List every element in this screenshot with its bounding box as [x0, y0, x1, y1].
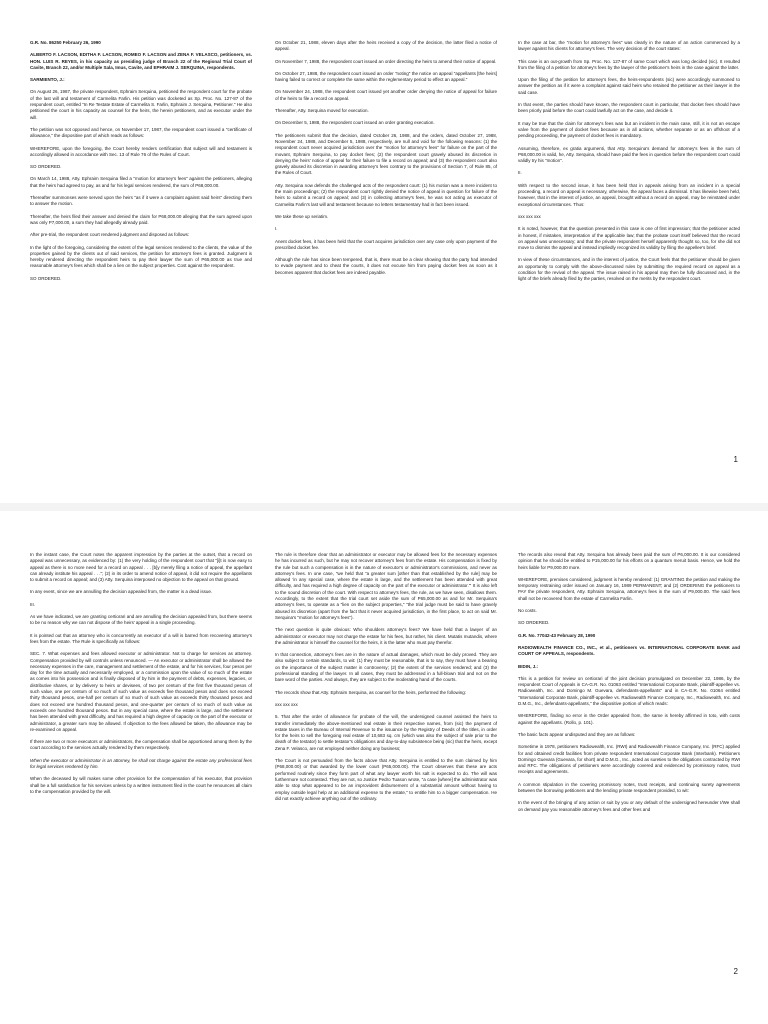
paragraph: In any event, since we are annulling the decision appealed from, the matter is a dead issue. [30, 589, 213, 595]
paragraph: xxx xxx xxx [275, 701, 298, 707]
paragraph: The petition was not opposed and hence, on November 17, 1987, the respondent court issued a "certificate of allowance," the dispositive part of which reads as follows: [30, 126, 252, 139]
paragraph: WHEREFORE, finding no error in the Order appealed from, the same is hereby affirmed in toto, with costs against the appellants. (Rollo, p. 101). [518, 713, 740, 725]
paragraph: In the case at bar, the "motion for attorney's fees" was clearly in the nature of an action commenced by a lawyer against his clients for attorney's fees. The very decision of the court states: [518, 40, 740, 52]
paragraph: SO ORDERED. [30, 164, 62, 170]
paragraph: The next question is quite obvious: Who shoulders attorney's fees? We have held that a lawyer of an administrator or executor may not charge the estate for his fees, but rather, his client. Mutatis mutandis, where the administrator is himself the counsel for the heirs, it is the latter who must pay therefor. [275, 627, 497, 645]
paragraph: Atty. Serquina now defends the challenged acts of the respondent court: (1) his motion was a mere incident to the main proceedings; (2) the respondent court rightly denied the notice of appeal in question for failure of the heirs to submit a record on appeal; and (3) in collecting attorney's fees, he was not acting as executor of Carmelita Farlin's last will and testament because no letters testamentary had in fact been issued. [275, 182, 497, 207]
paragraph: Thereafter, Atty. Serquina moved for execution. [275, 108, 369, 114]
paragraph: We take these up seriatim. [275, 213, 329, 219]
page-1-column-1 [30, 40, 252, 288]
page-2-column-1 [30, 552, 252, 801]
paragraph: If there are two or more executors or administrators, the compensation shall be apportioned among them by the court according to the services actually rendered by them respectively. [30, 739, 252, 751]
paragraph: Assuming, therefore, ex gratia argumenti, that Atty. Serquina's demand for attorney's fees in the sum of P68,000.00 is valid, he, Atty. Serquina, should have paid the fees in question before the respondent court could validly try his "motion". [518, 145, 740, 164]
paragraph: In the instant case, the Court notes the apparent impression by the parties at the outset, that a record on appeal was unnecessary, as evidenced by: (1) the very holding of the respondent court that "[i]t is now easy to appeal as there is no more need for a record on appeal . . . [b]y merely filing a notice of appeal, the appellant can already institute his appeal . . ."; (2) in its order to amend notice of appeal, it did not require the appellants to submit a record on appeal; and (3) Atty. Serquina interposed no objection to the appeal on that ground. [30, 552, 252, 583]
paragraph: In view of these circumstances, and in the interest of justice, the Court feels that the petitioner should be given an opportunity to comply with the above-discussed rules by submitting the required record on appeal as a condition for the revival of the appeal. The issue raised in his appeal may then be fully discussed and, in the light of the briefs already filed by the parties, resolved on the merits by the respondent court. [518, 257, 740, 282]
page-1 [0, 0, 768, 502]
paragraph: I. [275, 226, 278, 232]
page-1-column-3 [518, 40, 740, 289]
paragraph: It is pointed out that an attorney who is concurrently an executor of a will is barred from recovering attorney's fees from the estate. The Rule is specifically as follows: [30, 632, 252, 644]
page-1-column-2 [275, 40, 497, 282]
paragraph: The Court is not persuaded from the facts above that Atty. Serquina is entitled to the sum claimed by him (P68,000.00) or that awarded by the lower court (P65,000.00). The Court observes that these are acts performed routinely since they form part of what any lawyer worth his salt is expected to do. The will was furthermore not contested. They are not, so Justice Pedro Tuason wrote, "a case [where] the administrator was able to stop what appeared to be an improvident disbursement of a substantial amount without having to employ outside legal help at an additional expense to the estate," to entitle him to a bigger compensation. He did not exactly achieve anything out of the ordinary. [275, 758, 497, 801]
paragraph: This case is an out-growth from Sp. Proc. No. 127-87 of same Court which was long decided (sic). It resulted from the filing of a petition for attorney's fees by the lawyer of the petitioner's heirs in the case against the latter. [518, 58, 740, 70]
paragraph: In that event, the parties should have known, the respondent court in particular, that docket fees should have been priorly paid before the court could lawfully act on the case, and decide it. [518, 102, 740, 114]
paragraph: After pre-trial, the respondent court rendered judgment and disposed as follows: [30, 232, 190, 238]
page-2 [0, 512, 768, 1014]
paragraph: II. [518, 170, 522, 176]
paragraph: On October 27, 1988, the respondent court issued an order "noting" the notice on appeal "appellants [the heirs] having failed to correct or complete the same within the reglementary period to effect an appeal." [275, 70, 497, 83]
paragraph: Although the rule has since been tempered, that is, there must be a clear showing that the party had intended to evade payment and to cheat the courts, it does not excuse him from paying docket fees as soon as it becomes apparent that docket fees are indeed payable. [275, 257, 497, 275]
paragraph: 5. That after the order of allowance for probate of the will, the undersigned counsel assisted the heirs to transfer immediately the above-mentioned real estate in their respective names, from (sic) the payment of estate taxes in the Bureau of Internal Revenue to the issuance by the Registry of Deeds of the titles, in order for the heirs to sell the foregoing real estate of 10,683 sq. cm (which was also the subject of sale prior to the death of the testator) to settle testator's obligations and day-to-day subsistence being (sic) that the heirs, except Zena F. Velasco, are not employed neither doing any business; [275, 714, 497, 751]
paragraph: On November 7, 1988, the respondent court issued an order directing the heirs to amend their notice of appeal. [275, 58, 497, 64]
paragraph: Thereafter, the heirs filed their answer and denied the claim for P68,000.00 alleging that the sum agreed upon was only P7,000.00, a sum they had allegedly already paid. [30, 213, 252, 225]
paragraph: RADIOWEALTH FINANCE CO., INC., et al., petitioners vs. INTERNATIONAL CORPORATE BANK and COURT OF APPEALS, respondents. [518, 644, 740, 657]
paragraph: G.R. No. 86250 February 26, 1990 [30, 40, 101, 45]
paragraph: A common stipulation in the covering promissory notes, trust receipts, and continuing surety agreements between the borrowing petitioners and the lending private respondent provided, to wit: [518, 781, 740, 794]
page-divider [0, 503, 768, 511]
paragraph: SARMIENTO, J.: [30, 77, 65, 83]
paragraph: xxx xxx xxx [518, 213, 541, 219]
page-number: 1 [733, 455, 738, 464]
paragraph: WHEREFORE, premises considered, judgment is hereby rendered: (1) GRANTING the petition and making the temporary restraining order issued on January 16, 1989 PERMANENT; and (2) ORDERING the petitioners to PAY the private respondent, Atty. Ephraim Serquina, attorney's fees in the sum of P9,000.00. The said fees shall not be recovered from the estate of Carmelita Farlin. [518, 576, 740, 601]
paragraph: Upon the filing of the petition for attorney's fees, the heirs-respondents (sic) were accordingly summoned to answer the petition as if it were a complaint against said heirs who retained the petitioner as their lawyer in the said case. [518, 77, 740, 95]
paragraph: On March 14, 1988, Atty. Ephraim Serquina filed a "motion for attorney's fees" against the petitioners, alleging that the heirs had agreed to pay, as and for his legal services rendered, the sum of P68,000.00. [30, 176, 252, 188]
paragraph: ALBERTO F. LACSON, EDITHA F. LACSON, ROMEO F. LACSON and ZENA F. VELASCO, petitioners, vs. HON. LUIS R. REYES, in his capacity as presiding judge of Branch 22 of the Regional Trial Court of Cavite, Branch 22, and/or Multiple Sala, Imus, Cavite, and EPHRAIM J. SERQUINA, respondents. [30, 52, 252, 70]
page-2-column-2 [275, 552, 497, 808]
paragraph: In the event of the bringing of any action or suit by you or any default of the undersigned hereunder I/We shall on demand pay you reasonable attorney's fees and other fees and [518, 800, 740, 812]
paragraph: This is a petition for review on certiorari of the joint decision promulgated on December 22, 1986, by the respondent Court of Appeals in CA-G.R. No. 01063 entitled "International Corporate Bank, plaintiff-appellee vs. Radiowealth, Inc. and Domingo M. Guevara, defendants-appellants" and in CA-G.R. No. 01064 entitled "International Corporate Bank, plaintiff-appellee vs. Radiowealth Finance Company, Inc., Radiowealth, Inc. and D.M.G., Inc., defendants-appellants," the dispositive portion of which reads: [518, 675, 740, 707]
paragraph: Sometime in 1978, petitioners Radiowealth, Inc. (RWI) and Radiowealth Finance Company, Inc. (RFC) applied for and obtained credit facilities from private respondent International Corporate Bank (Interbank). Petitioners Domingo Guevara (Guevara, for short) and D.M.G., Inc., acted as sureties to the obligations contracted by RWI and RFC. The obligations of petitioners were accordingly covered and evidenced by promissory notes, trust receipts and agreements. [518, 744, 740, 775]
paragraph: BIDIN, J.: [518, 663, 539, 669]
paragraph: The records show that Atty. Ephraim Serquina, as counsel for the heirs, performed the following: [275, 689, 467, 695]
paragraph: SO ORDERED. [518, 620, 550, 626]
paragraph: The basic facts appear undisputed and they are as follows: [518, 731, 636, 737]
paragraph: On August 26, 1987, the private respondent, Ephraim Serquina, petitioned the respondent court for the probate of the last will and testament of Carmelita Farlin. His petition was docketed as Sp. Proc. No. 127-87 of the respondent court, entitled "In Re Testate Estate of Carmelita S. Farlin, Ephraim J. Serquina, Petitioner." He also petitioned the court in his capacity as counsel for the heirs, the herein petitioners, and as executor under the will. [30, 89, 252, 120]
paragraph: On October 21, 1988, eleven days after the heirs received a copy of the decision, the latter filed a notice of appeal. [275, 40, 497, 52]
paragraph: It is noted, however, that the question presented in this case is one of first impression; that the petitioner acted in honest, if mistaken, interpretation of the applicable law; that the probate court itself believed that the record on appeal was unnecessary; and that the private respondent herself apparently thought so, too, for she did not move to dismiss the appeal and instead impliedly recognized its validity by filing the appellee's brief. [518, 226, 740, 251]
page-number: 2 [733, 967, 738, 976]
paragraph: On November 24, 1988, the respondent court issued yet another order denying the notice of appeal for failure of the heirs to file a record on appeal. [275, 89, 497, 101]
page-2-column-3 [518, 552, 740, 819]
paragraph: SEC. 7. What expenses and fees allowed executor or administrator. Not to charge for services as attorney. Compensation provided by will controls unless renounced. — An executor or administrator shall be allowed the necessary expenses in the care, management and settlement of the estate, and for his services, four pesos per day for the time actually and necessarily employed, or a commission upon the value of so much of the estate as comes into his possession and is finally disposed of by him in the payment of debts, expenses, legacies, or distributive shares, or by delivery to heirs or devisees, of two per centum of the first five thousand pesos of such value, one per centum of so much of such value as exceeds five thousand pesos and does not exceed thirty thousand pesos, one-half per centum of so much of such value as exceeds thirty thousand pesos and does not exceed one hundred thousand pesos, and one-quarter per centum of so much of such value as exceeds one hundred thousand pesos. But in any special case, where the estate is large, and the settlement has been attended with great difficulty, and has required a high degree of capacity on the part of the executor or administrator, a greater sum may be allowed. If objection to the fees allowed be taken, the allowance may be re-examined on appeal. [30, 651, 252, 732]
paragraph: With respect to the second issue, it has been held that in appeals arising from an incident in a special proceeding, a record on appeal is necessary, otherwise, the appeal faces a dismissal. It has likewise been held, however, that in the interest of justice, an appeal, brought without a record on appeal, may be reinstated under exceptional circumstances. Thus: [518, 182, 740, 207]
paragraph: In that connection, attorney's fees are in the nature of actual damages, which must be duly proved. They are also subject to certain standards, to wit: (1) they must be reasonable, that is to say, they must have a bearing on the importance of the subject matter in controversy; (2) the extent of the services rendered; and (3) the professional standing of the lawyer. In all cases, they must be addressed in a full-blown trial and not on the bare word of the parties. And always, they are subject to the moderating hand of the courts. [275, 652, 497, 683]
paragraph: No costs. [518, 608, 537, 614]
paragraph: III. [30, 601, 36, 607]
paragraph: When the executor or administrator is an attorney, he shall not charge against the estate any professional fees for legal services rendered by him. [30, 757, 252, 770]
paragraph: On December 5, 1988, the respondent court issued an order granting execution. [275, 120, 435, 126]
paragraph: As we have indicated, we are granting certiorari and are annulling the decision appealed from, but there seems to be no reason why we can not dispose of the heirs' appeal in a single proceeding. [30, 614, 252, 626]
paragraph: WHEREFORE, upon the foregoing, the Court hereby renders certification that subject will and testament is accordingly allowed in accordance with Sec. 13 of Rule 76 of the Rules of Court. [30, 145, 252, 157]
paragraph: In the light of the foregoing, considering the extent of the legal services rendered to the clients, the value of the properties gained by the clients out of said services, the petition for attorney's fees is granted. Judgment is hereby rendered directing the respondent heirs to pay their lawyer the sum of P65,000.00 as true and reasonable attorney's fees which shall be a lien on the subject properties. Cost against the respondent. [30, 244, 252, 269]
paragraph: When the deceased by will makes some other provision for the compensation of his executor, that provision shall be a full satisfaction for his services unless by a written instrument filed in the court he renounces all claim to the compensation provided by the will. [30, 776, 252, 794]
paragraph: The records also reveal that Atty. Serquina has already been paid the sum of P6,000.00. It is our considered opinion that he should be entitled to P15,000.00 for his efforts on a quantum meruit basis. Hence, we hold the heirs liable for P9,000.00 more. [518, 552, 740, 570]
paragraph: Thereafter summonses were served upon the heirs "as if it were a complaint against said heirs" directing them to answer the motion. [30, 195, 252, 207]
paragraph: G.R. No. 77042-43 February 28, 1990 [518, 632, 596, 638]
paragraph: The rule is therefore clear that an administrator or executor may be allowed fees for the necessary expenses he has incurred as such, but he may not recover attorney's fees from the estate. His compensation is fixed by the rule but such a compensation is in the nature of executor's or administrator's commissions, and never as attorney's fees. In one case, "we held that "a greater sum [other than that established by the rule] may be allowed 'in any special case, where the estate is large, and the settlement has been attended with great difficulty, and has required a high degree of capacity on the part of the executor or administrator.'" It is also left to the sound discretion of the court. With respect to attorney's fees, the rule, as we have seen, disallows them. Accordingly, to the extent that the trial court set aside the sum of P65,000.00 as and for Mr. Serquina's attorney's fees, to operate as a "lien on the subject properties," "the trial judge must be said to have gravely abused its discretion (apart from the fact that it never acquired jurisdiction, in the first place, to act on said Mr. Serquina's "motion for attorney's fees"). [275, 552, 497, 620]
paragraph: It may be true that the claim for attorney's fees was but an incident in the main case, still, it is not an escape valve from the payment of docket fees because as in all actions, whether separate or as an offshoot of a pending proceeding, the payment of docket fees is mandatory. [518, 120, 740, 139]
paragraph: SO ORDERED. [30, 275, 62, 281]
paragraph: The petitioners submit that the decision, dated October 26, 1988, and the orders, dated October 27, 1988, November 24, 1988, and December 5, 1988, respectively, are null and void for the following reasons: (1) the respondent court never acquired jurisdiction over the "motion for attorney's fees" for failure on the part of the movant, Ephraim Serquina, to pay docket fees; (2) the respondent court gravely abused its discretion in denying the heirs' notice of appeal for their failure to file a record on appeal; and (3) the respondent court also gravely abused its discretion in awarding attorney's fees contrary to the provisions of Section 7, of Rule 85, of the Rules of Court. [275, 132, 497, 176]
paragraph: Anent docket fees, it has been held that the court acquires jurisdiction over any case only upon payment of the prescribed docket fee. [275, 238, 497, 250]
